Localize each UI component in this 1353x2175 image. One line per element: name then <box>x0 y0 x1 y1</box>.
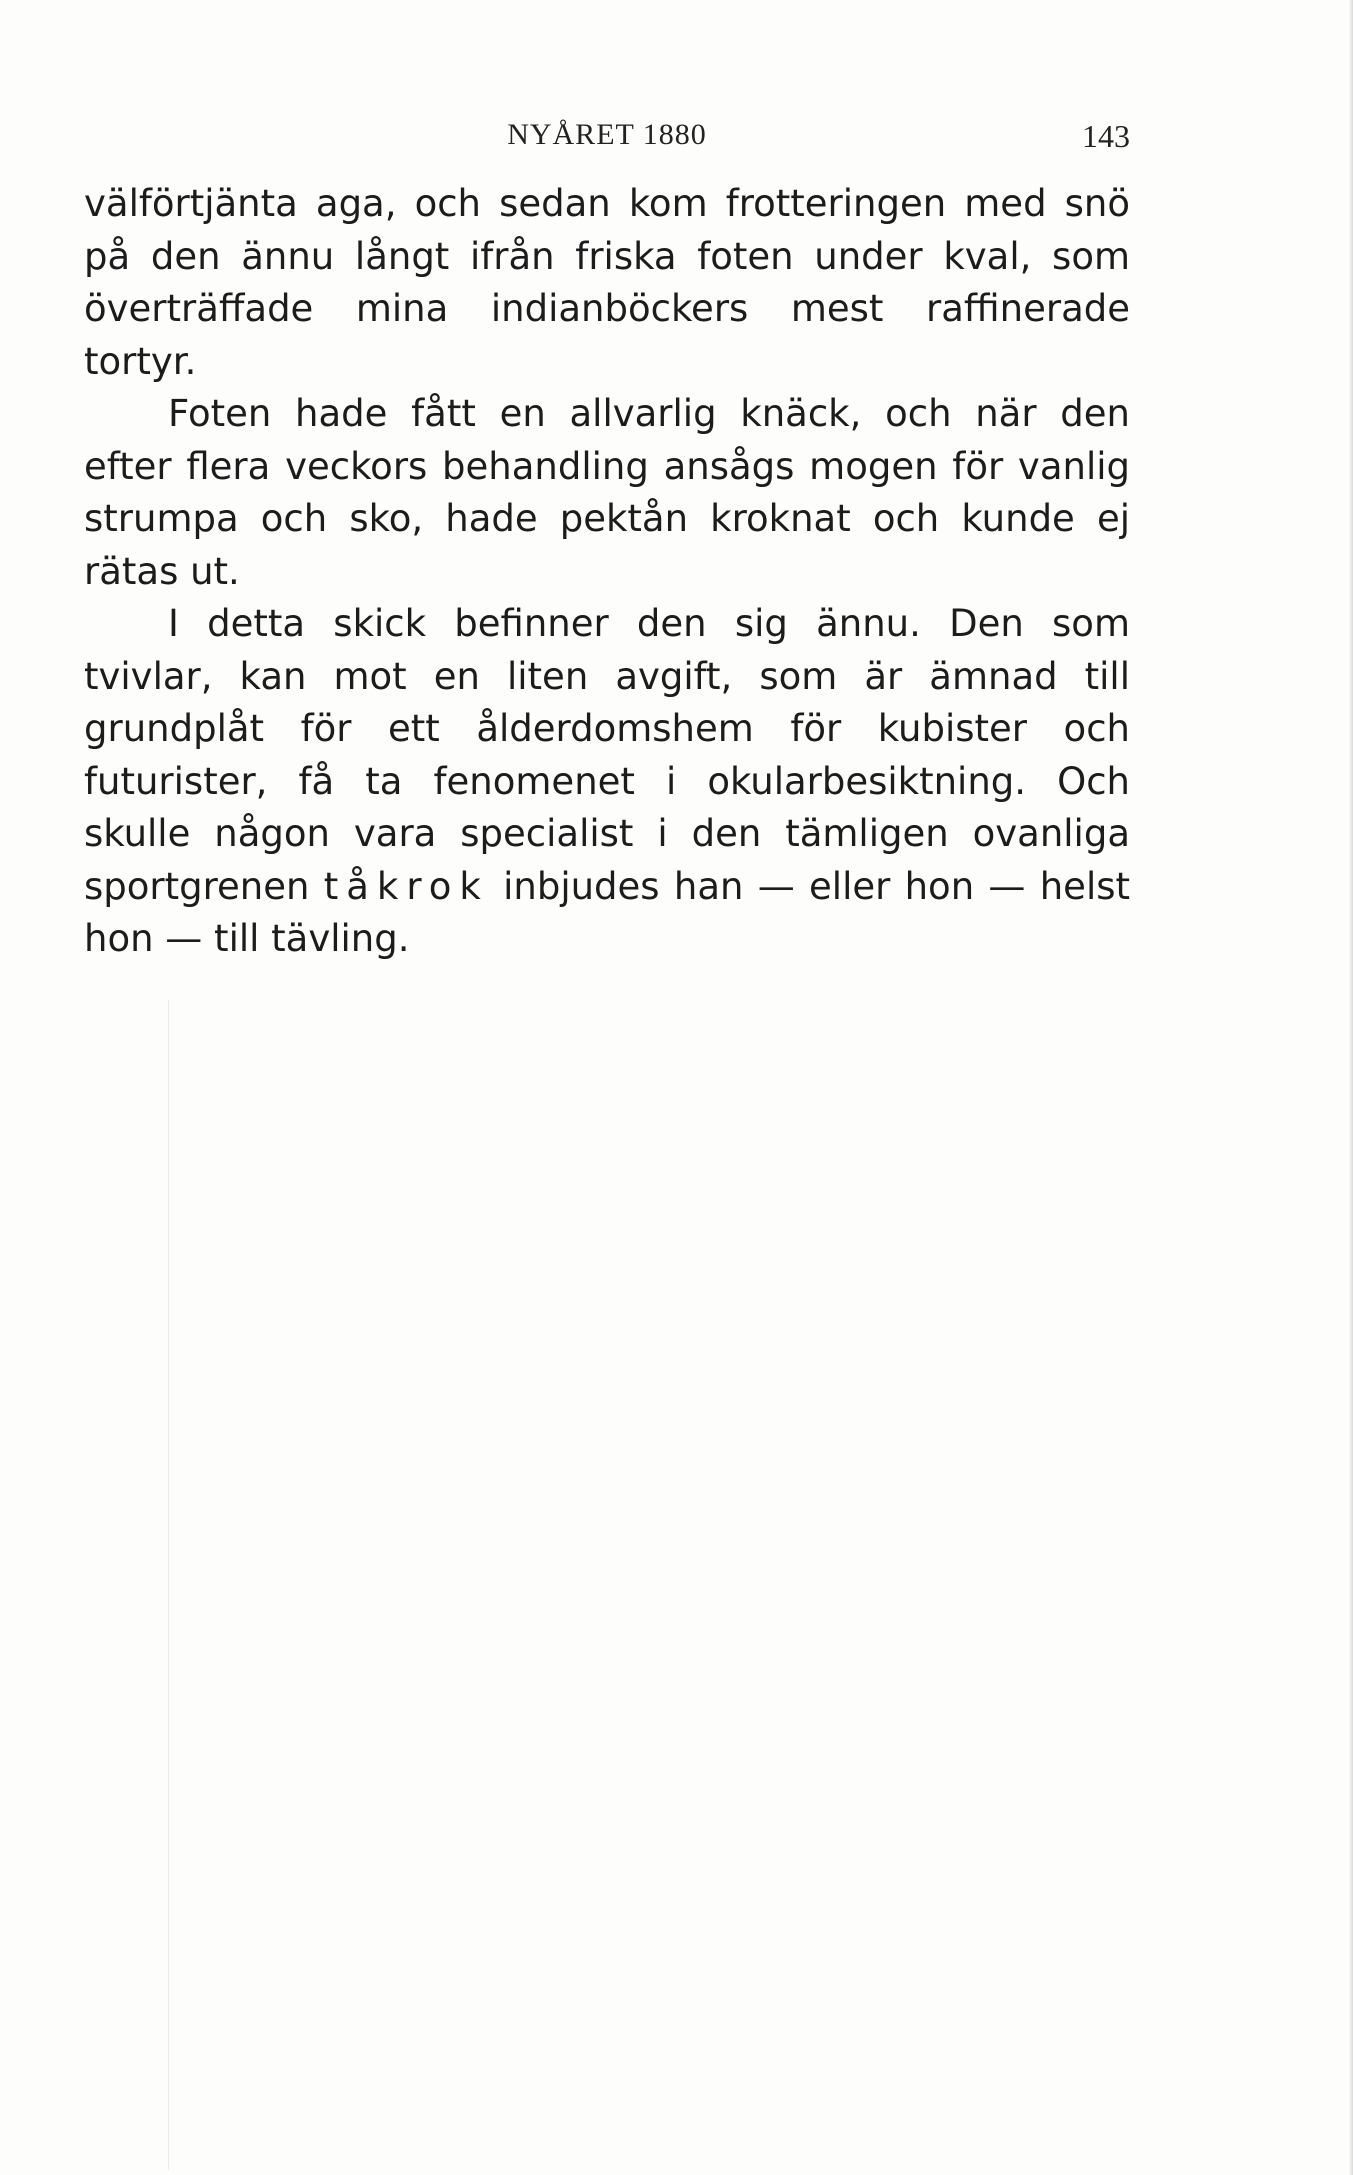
paragraph-1: välförtjänta aga, och sedan kom frotteringen med snö på den ännu långt ifrån friska foten under kval, som överträffade mina indianböckers mest raffinerade tortyr. <box>84 182 1130 383</box>
spaced-term: tåkrok <box>323 864 489 908</box>
paragraph-3-start: I detta skick befinner den sig ännu. Den som tvivlar, kan mot en liten avgift, som är ämnad till grundplåt för ett ålderdomshem för kubister och futurister, få ta fenomenet i okularbesiktning. Och skulle någon vara specialist i den tämligen ovanliga sportgrenen <box>84 602 1130 908</box>
paper-crease <box>168 1000 169 2170</box>
paragraph-3-end: inbjudes han — eller hon — helst hon — till tävling. <box>84 864 1131 960</box>
body-text <box>84 178 1130 966</box>
paragraph-3 <box>84 598 1130 966</box>
page-header <box>84 118 1130 162</box>
scan-edge <box>1349 0 1353 2175</box>
paragraph-2: Foten hade fått en allvarlig knäck, och när den efter flera veckors behandling ansågs mogen för vanlig strumpa och sko, hade pektån kroknat och kunde ej rätas ut. <box>84 392 1130 593</box>
page-number: 143 <box>1082 118 1130 154</box>
running-head: NYÅRET 1880 <box>507 118 707 151</box>
